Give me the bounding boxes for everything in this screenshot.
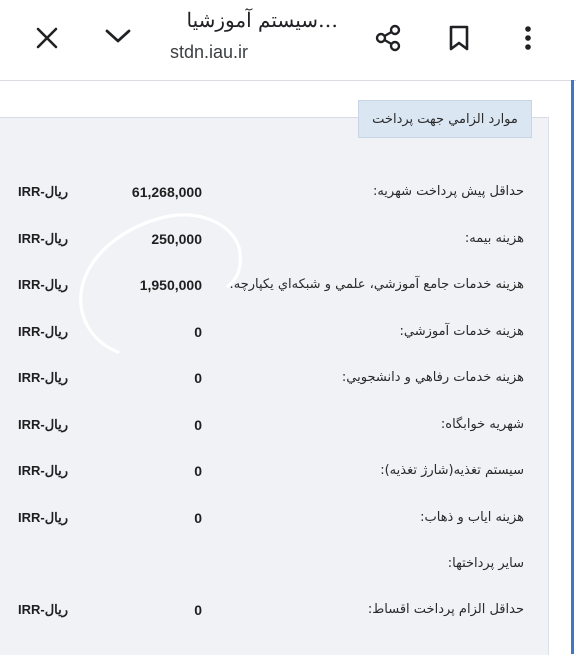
row-amount: 0: [194, 370, 202, 386]
payment-row: [0, 227, 548, 251]
payment-row: [0, 273, 548, 297]
row-amount: 61,268,000: [131, 184, 202, 200]
payment-row: [0, 366, 548, 390]
menu-button[interactable]: [506, 16, 550, 60]
row-currency: IRR-ريال: [18, 231, 69, 246]
row-label: ساير پرداختها:: [447, 556, 524, 571]
share-icon: [373, 23, 403, 53]
row-currency: IRR-ريال: [18, 370, 69, 385]
page-title: سیستم آموزشیا…: [186, 8, 338, 32]
row-label: هزينه خدمات آموزشي:: [399, 324, 524, 339]
section-tab-label: موارد الزامي جهت پرداخت: [372, 111, 518, 127]
row-currency: IRR-ريال: [18, 184, 69, 199]
bookmark-icon: [447, 24, 471, 52]
row-amount: 0: [194, 324, 202, 340]
page-url: stdn.iau.ir: [170, 42, 249, 62]
expand-button[interactable]: [96, 14, 140, 58]
row-label: سيستم تغذيه(شارژ تغذيه):: [380, 463, 524, 478]
section-tab-required-payments[interactable]: [358, 100, 532, 138]
row-currency: IRR-ريال: [18, 277, 69, 292]
row-amount: 0: [194, 417, 202, 433]
row-label: هزينه خدمات جامع آموزشي، علمي و شبكه‌اي يكپارچه:: [229, 277, 524, 292]
share-button[interactable]: [366, 16, 410, 60]
page-edge-accent: [571, 80, 574, 654]
row-label: هزينه بيمه:: [464, 231, 524, 246]
row-currency: IRR-ريال: [18, 510, 69, 525]
more-vert-icon: [523, 24, 533, 52]
row-amount: 0: [194, 602, 202, 618]
chevron-down-icon: [104, 27, 132, 45]
row-label: شهريه خوابگاه:: [440, 417, 524, 432]
row-currency: IRR-ريال: [18, 463, 69, 478]
payment-row: [0, 180, 548, 204]
bookmark-button[interactable]: [437, 16, 481, 60]
close-button[interactable]: [25, 16, 69, 60]
row-label: حداقل الزام پرداخت اقساط:: [367, 602, 524, 617]
page-info[interactable]: [160, 8, 338, 63]
close-icon: [35, 26, 59, 50]
browser-toolbar: [0, 0, 576, 81]
row-currency: IRR-ريال: [18, 417, 69, 432]
row-amount: 1,950,000: [139, 277, 202, 293]
row-amount: 0: [194, 510, 202, 526]
payment-row: [0, 320, 548, 344]
row-amount: 0: [194, 463, 202, 479]
row-amount: 250,000: [151, 231, 202, 247]
row-currency: IRR-ريال: [18, 602, 69, 617]
row-currency: IRR-ريال: [18, 324, 69, 339]
row-label: حداقل پيش پرداخت شهريه:: [372, 184, 524, 199]
payment-row: [0, 506, 548, 530]
payment-row: [0, 598, 548, 622]
payment-row: [0, 413, 548, 437]
payment-row-heading: [0, 552, 548, 576]
row-label: هزينه خدمات رفاهي و دانشجويي:: [341, 370, 524, 385]
row-label: هزينه اياب و ذهاب:: [420, 510, 524, 525]
payment-row: [0, 459, 548, 483]
